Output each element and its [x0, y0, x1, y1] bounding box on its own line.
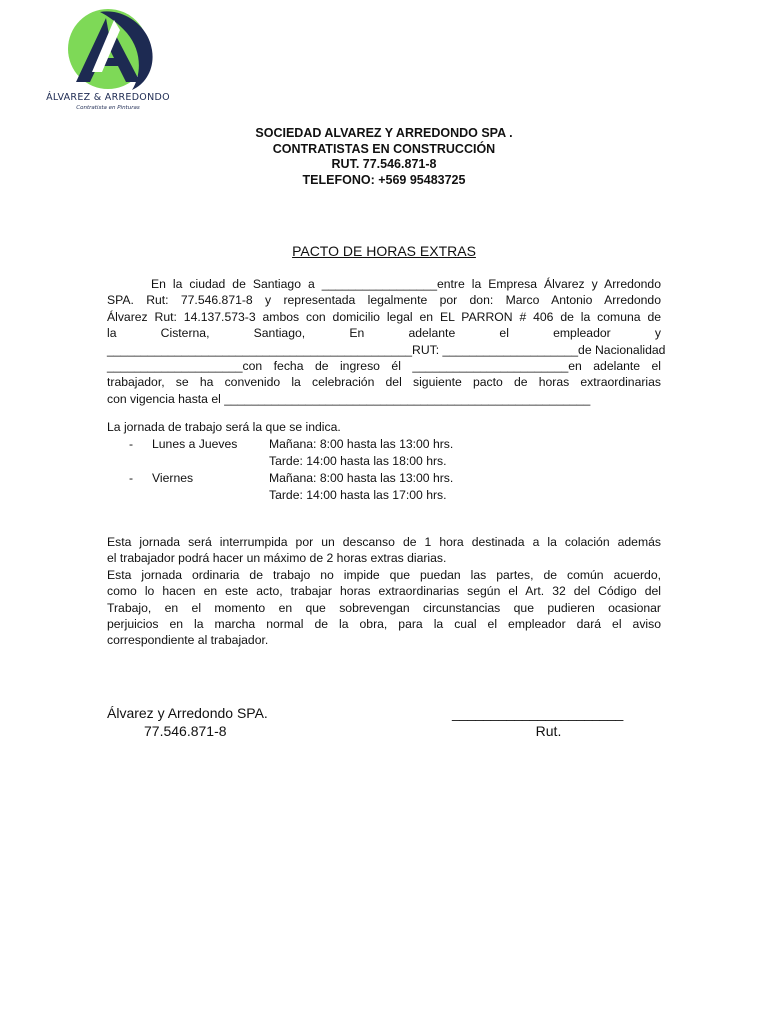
schedule-hours: Mañana: 8:00 hasta las 13:00 hrs.: [269, 471, 454, 485]
header-activity: CONTRATISTAS EN CONSTRUCCIÓN: [272, 141, 496, 156]
paragraph-line: SPA. Rut: 77.546.871-8 y representada legalmente por don: Marco Antonio Arredondo: [107, 293, 661, 308]
paragraph-line: Trabajo, en el momento en que sobrevengan circunstancias que pudieren ocasionar: [107, 600, 661, 615]
paragraph-line: como lo hacen en este acto, trabajar horas extraordinarias según el Art. 32 del Código del: [107, 584, 661, 599]
bullet-dash: -: [129, 437, 134, 451]
header-phone: TELEFONO: +569 95483725: [302, 172, 466, 187]
paragraph-line: _____________________________________________RUT: ____________________de Nacionalidad: [107, 342, 666, 357]
paragraph-line: Álvarez Rut: 14.137.573-3 ambos con domicilio legal en EL PARRON # 406 de la comuna de: [107, 309, 661, 324]
company-signature-block: [107, 704, 268, 740]
schedule-row: [107, 470, 661, 487]
schedule-row: [107, 487, 661, 504]
paragraph-line: ____________________con fecha de ingreso él _______________________en adelante el: [107, 359, 661, 374]
document-title: [0, 243, 768, 260]
schedule-hours: Tarde: 14:00 hasta las 18:00 hrs.: [269, 454, 447, 468]
schedule-day: Viernes: [152, 471, 194, 485]
schedule-row: [107, 436, 661, 453]
paragraph-line: la Cisterna, Santiago, En adelante el empleador y: [107, 326, 661, 341]
terms-paragraph: [107, 534, 661, 649]
paragraph-line: el trabajador podrá hacer un máximo de 2 horas extras diarias.: [107, 551, 447, 566]
paragraph-line: Esta jornada será interrumpida por un descanso de 1 hora destinada a la colación además: [107, 535, 661, 549]
company-header: [0, 126, 768, 188]
paragraph-line: perjuicios en la marcha normal de la obra, para la cual el empleador dará el aviso: [107, 617, 661, 632]
signature-company-rut: 77.546.871-8: [144, 723, 227, 739]
signature-line: ______________________: [452, 705, 624, 721]
paragraph-line: Esta jornada ordinaria de trabajo no impide que puedan las partes, de común acuerdo,: [107, 567, 661, 582]
company-logo: [38, 6, 178, 112]
contract-paragraph: [107, 276, 666, 407]
worker-signature-block: [452, 704, 624, 740]
schedule-row: [107, 453, 661, 470]
header-company-name: SOCIEDAD ALVAREZ Y ARREDONDO SPA .: [255, 126, 513, 140]
schedule-hours: Tarde: 14:00 hasta las 17:00 hrs.: [269, 488, 447, 502]
document-title-text: PACTO DE HORAS EXTRAS: [292, 243, 476, 259]
logo-emblem-icon: [56, 6, 160, 92]
signature-company-name: Álvarez y Arredondo SPA.: [107, 705, 268, 721]
paragraph-line: correspondiente al trabajador.: [107, 633, 269, 648]
signature-worker-rut-label: Rut.: [535, 723, 562, 739]
paragraph-line: En la ciudad de Santiago a _________________entre la Empresa Álvarez y Arredondo: [151, 277, 661, 291]
bullet-dash: -: [129, 471, 134, 485]
logo-brand-text: ÁLVAREZ & ARREDONDO: [46, 92, 170, 103]
schedule-intro: La jornada de trabajo será la que se indica.: [107, 420, 341, 434]
schedule-day: Lunes a Jueves: [152, 437, 238, 451]
header-rut: RUT. 77.546.871-8: [331, 157, 437, 172]
paragraph-line: trabajador, se ha convenido la celebración del siguiente pacto de horas extraordinarias: [107, 375, 661, 390]
paragraph-line: con vigencia hasta el ______________________________________________________: [107, 391, 591, 406]
work-schedule: [107, 419, 661, 504]
schedule-hours: Mañana: 8:00 hasta las 13:00 hrs.: [269, 437, 454, 451]
logo-tagline: Contratista en Pinturas: [76, 105, 140, 111]
